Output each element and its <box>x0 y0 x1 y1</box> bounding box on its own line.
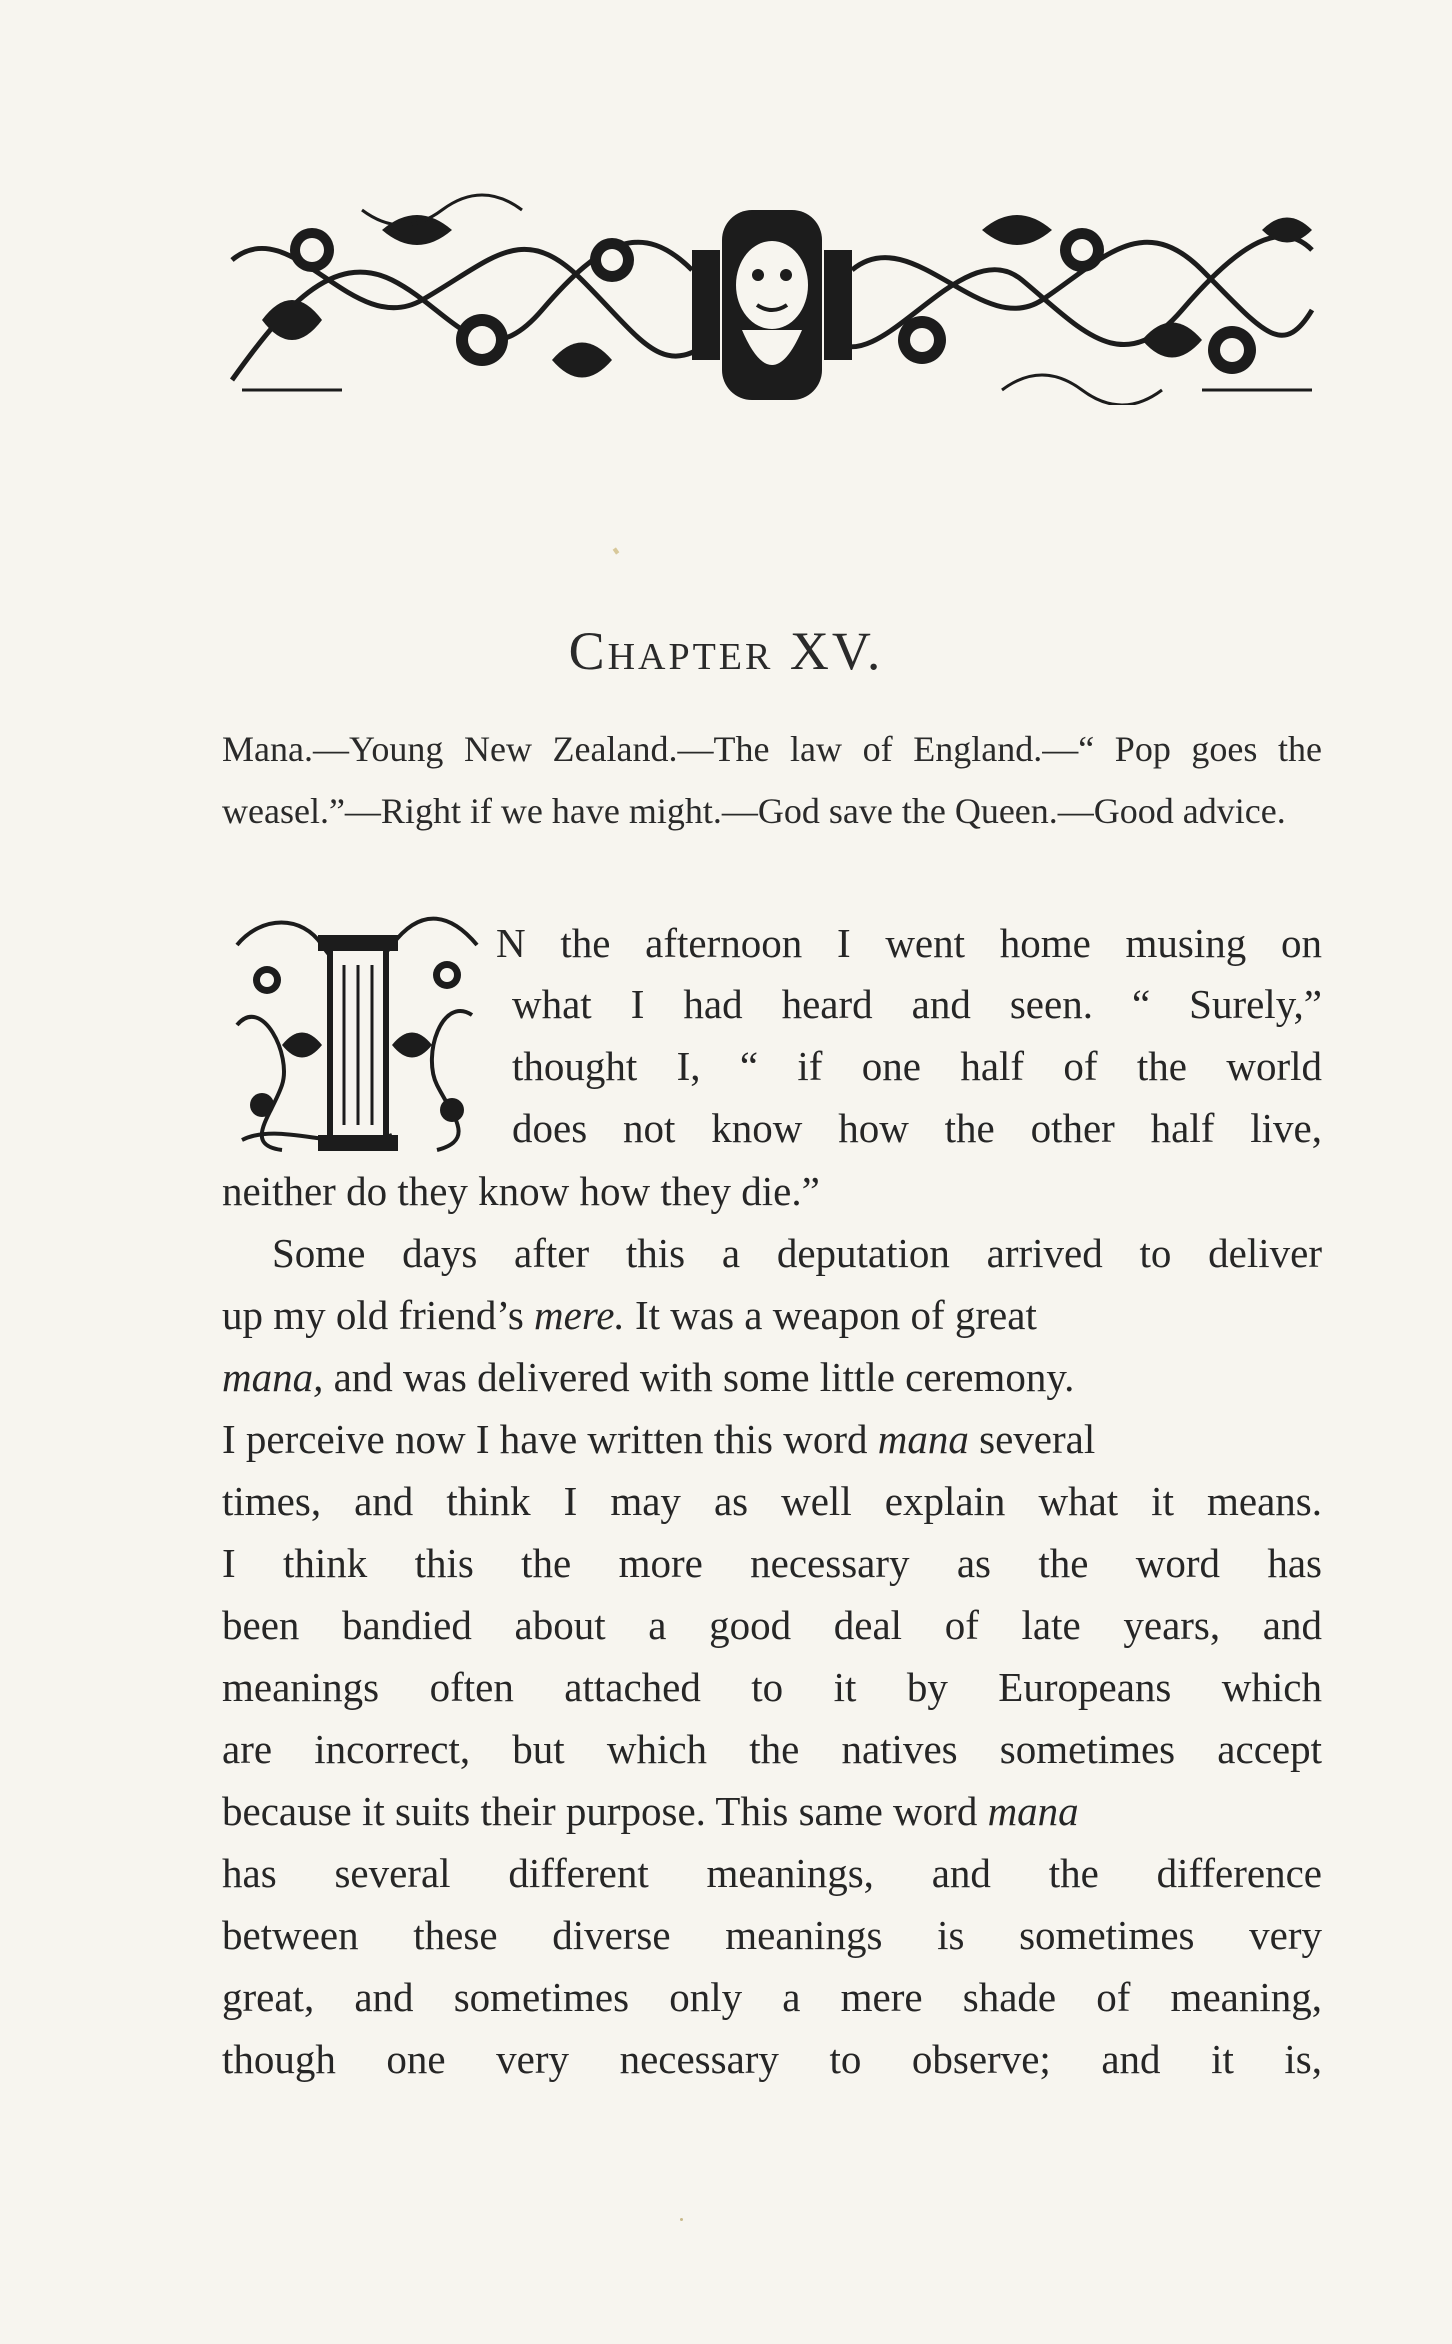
chapter-title <box>0 620 1452 682</box>
body-line: are incorrect, but which the natives sometimes accept <box>222 1726 1322 1772</box>
body-line: what I had heard and seen. “ Surely,” <box>512 981 1322 1027</box>
foliate-headpiece-icon <box>222 190 1322 405</box>
chapter-title-numeral: XV. <box>789 621 884 681</box>
body-line: though one very necessary to observe; and it is, <box>222 2036 1322 2082</box>
body-line <box>222 1352 1322 1402</box>
initial-letter: I <box>357 1065 359 1066</box>
italic-word: mana, <box>222 1354 324 1400</box>
body-line: between these diverse meanings is sometimes very <box>222 1912 1322 1958</box>
body-line: Some days after this a deputation arrived to deliver <box>272 1230 1322 1276</box>
body-line: times, and think I may as well explain what it means. <box>222 1478 1322 1524</box>
ornamental-initial-icon <box>222 905 490 1160</box>
body-line: been bandied about a good deal of late years, and <box>222 1602 1322 1648</box>
italic-word: mana <box>987 1788 1079 1834</box>
body-text: up my old friend’s <box>222 1292 535 1338</box>
body-text: It was a weapon of great <box>624 1292 1037 1338</box>
body-line <box>222 1786 1322 1836</box>
paper-speck <box>680 2218 683 2221</box>
body-line: does not know how the other half live, <box>512 1105 1322 1151</box>
chapter-summary: Mana.—Young New Zealand.—The law of England.—“ Pop goes the weasel.”—Right if we have might.—God save the Queen.—Good advice. <box>222 729 1322 831</box>
body-line: I think this the more necessary as the word has <box>222 1540 1322 1586</box>
chapter-title-prefix: Chapter <box>568 621 774 681</box>
body-text: several <box>968 1416 1096 1462</box>
body-line: has several different meanings, and the difference <box>222 1850 1322 1896</box>
paper-speck <box>613 547 620 554</box>
body-text: because it suits their purpose. This same word <box>222 1788 988 1834</box>
body-line <box>222 1290 1322 1340</box>
body-line: neither do they know how they die.” <box>222 1168 820 1214</box>
body-line: meanings often attached to it by Europeans which <box>222 1664 1322 1710</box>
body-line: N the afternoon I went home musing on <box>496 920 1322 966</box>
body-text: I perceive now I have written this word <box>222 1416 878 1462</box>
body-text: and was delivered with some little ceremony. <box>323 1354 1075 1400</box>
body-line: great, and sometimes only a mere shade of meaning, <box>222 1974 1322 2020</box>
italic-word: mana <box>877 1416 969 1462</box>
body-line <box>222 1414 1322 1464</box>
italic-word: mere. <box>534 1292 625 1338</box>
body-line: thought I, “ if one half of the world <box>512 1043 1322 1089</box>
